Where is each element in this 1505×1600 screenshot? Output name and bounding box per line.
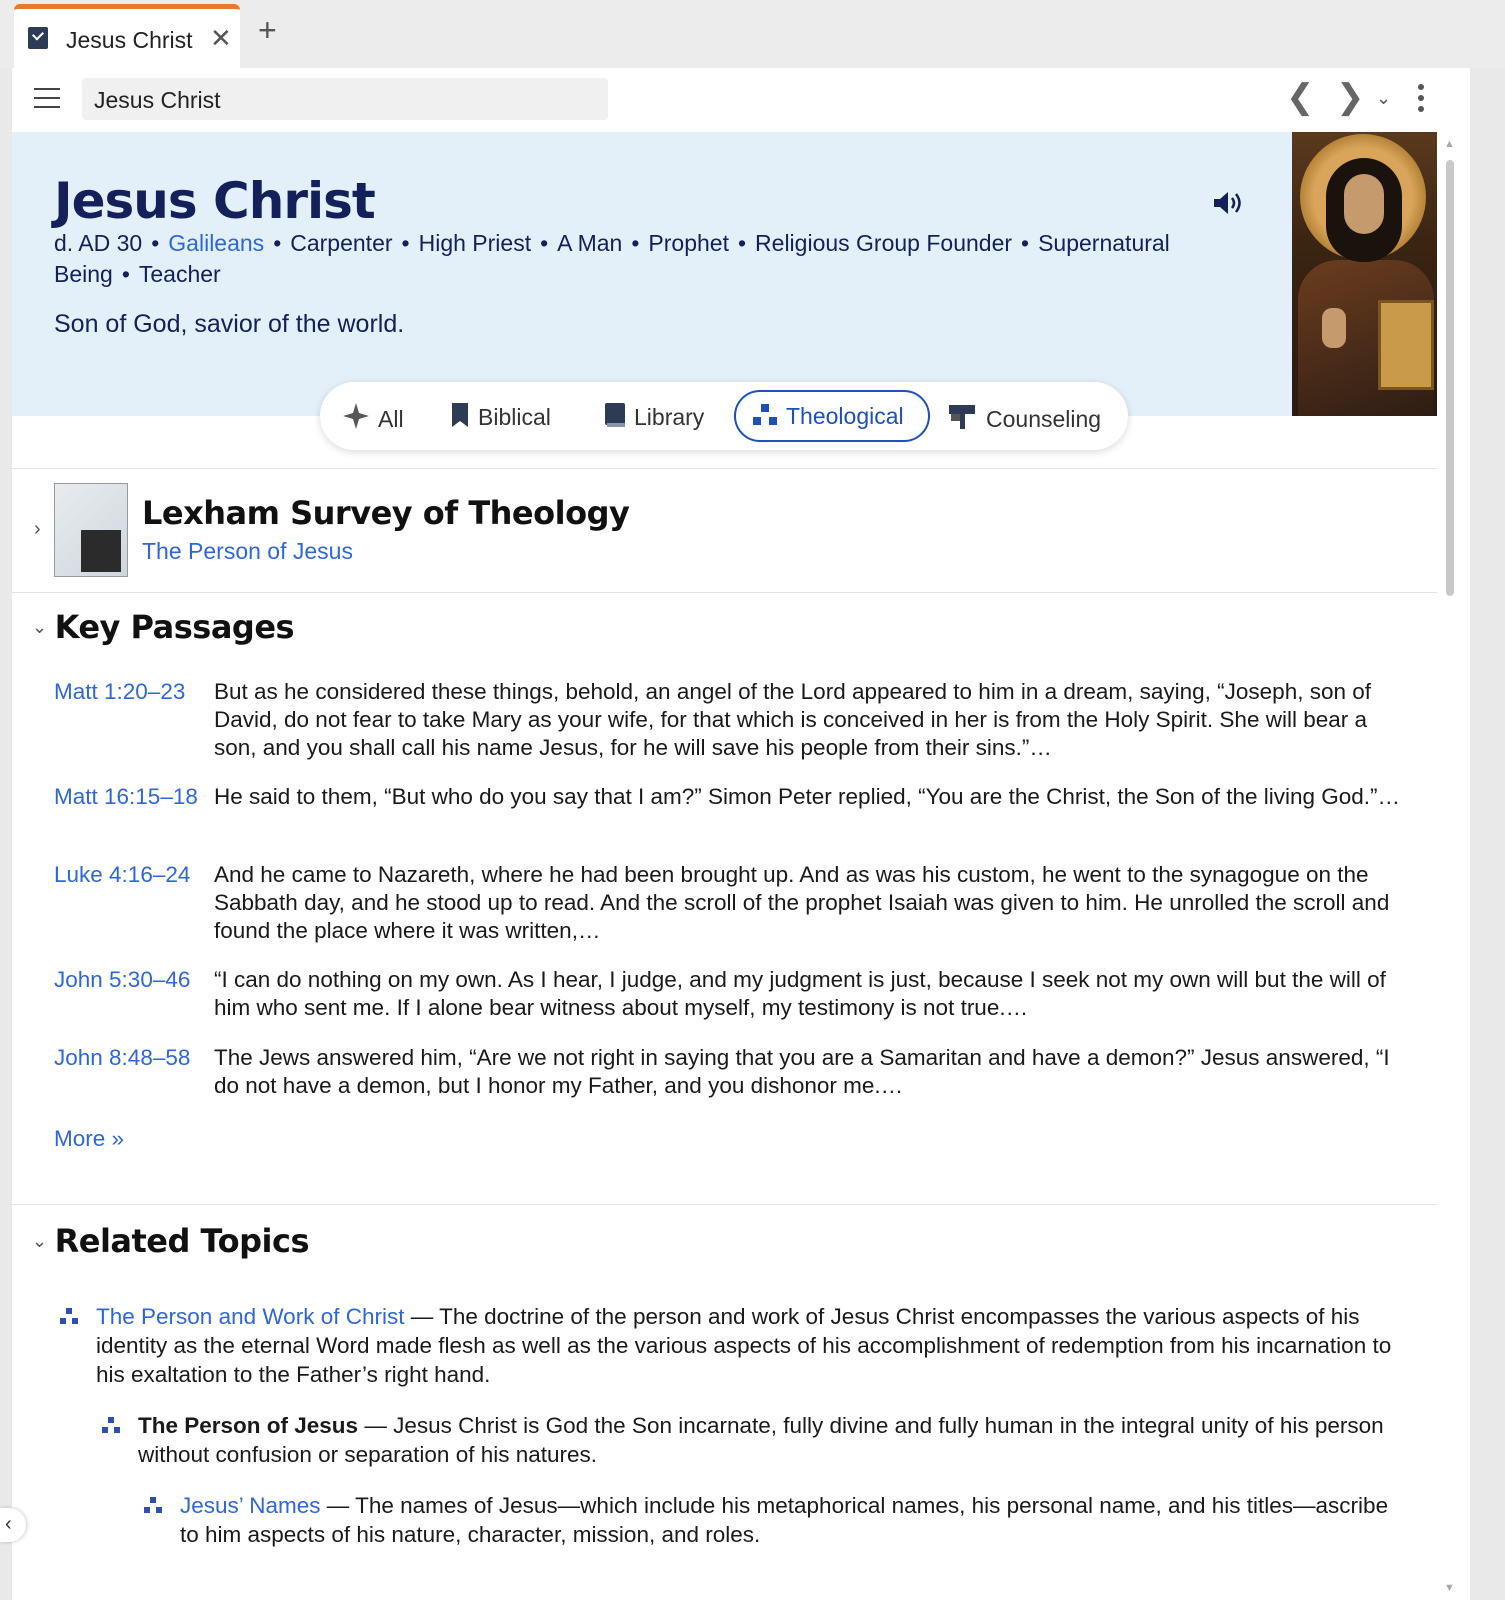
tag-death: d. AD 30	[54, 230, 143, 256]
related-topics-heading[interactable]: ⌄ Related Topics	[32, 1222, 309, 1260]
topic-description: The doctrine of the person and work of Jesus Christ encompasses the various aspects of his identity as the eternal Word made flesh as well as the various aspects of his accomplishment of redemption from his incarnation to his exaltation to the Father’s right hand.	[96, 1304, 1392, 1387]
topic-separator: —	[320, 1493, 356, 1518]
passage-ref-link[interactable]: John 8:48–58	[54, 1045, 191, 1070]
bookmark-icon	[450, 402, 470, 428]
scrollbar-thumb[interactable]	[1446, 160, 1454, 596]
book-subtitle-link[interactable]: The Person of Jesus	[142, 538, 353, 564]
filter-biblical[interactable]: Biblical	[450, 390, 551, 442]
chevron-down-icon[interactable]: ⌄	[32, 1231, 47, 1252]
passage-ref-link[interactable]: John 5:30–46	[54, 967, 191, 992]
close-icon[interactable]: ✕	[210, 23, 232, 53]
add-tab-button[interactable]: +	[258, 12, 277, 48]
passage-text: And he came to Nazareth, where he had been brought up. And as was his custom, he went to the synagogue on the Sabbath day, and he stood up to read. And the scroll of the prophet Isaiah was given to him. He unrolled the scroll and found the place where it was written,…	[214, 862, 1390, 943]
divider	[12, 1204, 1437, 1205]
passage-item	[54, 783, 1414, 811]
book-entry	[12, 468, 1437, 594]
chevron-down-icon[interactable]: ⌄	[32, 617, 47, 638]
menu-icon[interactable]	[34, 88, 60, 110]
checklist-icon	[28, 27, 48, 49]
topic-item	[96, 1302, 1406, 1389]
tag-a-man: A Man	[557, 230, 623, 256]
sparkle-icon	[342, 402, 370, 430]
scroll-down-icon[interactable]: ▼	[1444, 1582, 1455, 1594]
tag-high-priest: High Priest	[418, 230, 532, 256]
forward-icon[interactable]: ❯	[1336, 78, 1365, 116]
history-dropdown-icon[interactable]: ⌄	[1376, 88, 1392, 108]
signpost-icon	[948, 402, 978, 430]
portrait-image	[1292, 132, 1437, 416]
topic-separator: —	[404, 1304, 440, 1329]
topic-link[interactable]: Jesus’ Names	[180, 1493, 321, 1518]
passage-item	[54, 678, 1414, 762]
search-input[interactable]: Jesus Christ	[82, 78, 608, 120]
passage-ref-link[interactable]: Luke 4:16–24	[54, 862, 191, 887]
tab-title: Jesus Christ	[66, 27, 193, 53]
book-icon	[604, 402, 626, 428]
passage-text: But as he considered these things, behold, an angel of the Lord appeared to him in a dream, saying, “Joseph, son of David, do not fear to take Mary as your wife, for that which is conceived in her is from the Holy Spirit. She will bear a son, and you shall call his name Jesus, for he will save his people from their sins.”…	[214, 679, 1372, 760]
chevron-left-icon: ‹	[5, 1513, 12, 1535]
chevron-right-icon[interactable]: ›	[34, 518, 41, 540]
key-passages-heading[interactable]: ⌄ Key Passages	[32, 608, 295, 646]
passage-text: The Jews answered him, “Are we not right in saying that you are a Samaritan and have a demon?” Jesus answered, “I do not have a demon, but I honor my Father, and you dishonor me.…	[214, 1045, 1390, 1098]
filter-all[interactable]: All	[342, 390, 404, 442]
passage-text: “I can do nothing on my own. As I hear, I judge, and my judgment is just, because I seek not my own will but the will of him who sent me. If I alone bear witness about myself, my testimony is not true.…	[214, 967, 1386, 1020]
topic-title-current: The Person of Jesus	[138, 1413, 359, 1438]
filter-counseling[interactable]: Counseling	[948, 390, 1101, 442]
topic-item	[180, 1491, 1406, 1549]
topic-item	[138, 1411, 1406, 1469]
hero-header	[12, 132, 1292, 416]
filter-bar	[320, 382, 1128, 450]
book-cover-image[interactable]	[54, 483, 128, 577]
passage-ref-link[interactable]: Matt 16:15–18	[54, 784, 198, 809]
back-icon[interactable]: ❮	[1286, 78, 1315, 116]
tag-religious-group-founder: Religious Group Founder	[755, 230, 1013, 256]
vertical-scrollbar[interactable]	[1446, 138, 1454, 1598]
tag-supernatural-being: Supernatural Being	[54, 230, 1170, 287]
page-title: Jesus Christ	[54, 172, 375, 230]
more-options-icon[interactable]	[1418, 84, 1424, 117]
filter-theological[interactable]: Theological	[734, 390, 930, 442]
hierarchy-icon	[102, 1417, 120, 1433]
filter-library[interactable]: Library	[604, 390, 704, 442]
passage-item	[54, 861, 1414, 945]
toolbar	[12, 68, 1470, 132]
tag-carpenter: Carpenter	[290, 230, 393, 256]
topic-description: Jesus Christ is God the Son incarnate, fully divine and fully human in the integral unity of his person without confusion or separation of his natures.	[138, 1413, 1384, 1467]
hierarchy-icon	[752, 403, 778, 427]
hierarchy-icon	[144, 1497, 162, 1513]
tag-prophet: Prophet	[648, 230, 729, 256]
book-title[interactable]: Lexham Survey of Theology	[142, 494, 630, 532]
divider	[12, 592, 1437, 593]
more-passages-link[interactable]: More »	[54, 1126, 125, 1151]
passage-ref-link[interactable]: Matt 1:20–23	[54, 679, 186, 704]
passage-item	[54, 966, 1414, 1022]
tag-galileans-link[interactable]: Galileans	[168, 230, 265, 256]
speaker-icon[interactable]	[1212, 190, 1242, 216]
passage-text: He said to them, “But who do you say that I am?” Simon Peter replied, “You are the Christ, the Son of the living God.”…	[214, 784, 1401, 809]
topic-description: The names of Jesus—which include his metaphorical names, his personal name, and his titles—ascribe to him aspects of his nature, character, mission, and roles.	[180, 1493, 1389, 1547]
hero-tags: d. AD 30 • Galileans • Carpenter • High Priest • A Man • Prophet • Religious Group Founder • Supernatural Being • Teacher	[54, 230, 1170, 287]
scroll-up-icon[interactable]: ▲	[1444, 138, 1455, 150]
tag-teacher: Teacher	[138, 261, 221, 287]
tab-bar	[0, 0, 1505, 68]
panel-window	[12, 68, 1470, 1600]
hierarchy-icon	[60, 1308, 78, 1324]
hero-description: Son of God, savior of the world.	[54, 310, 405, 338]
topic-separator: —	[358, 1413, 394, 1438]
topic-link[interactable]: The Person and Work of Christ	[96, 1304, 405, 1329]
tab-jesus-christ[interactable]	[14, 4, 240, 68]
passage-item	[54, 1044, 1414, 1100]
